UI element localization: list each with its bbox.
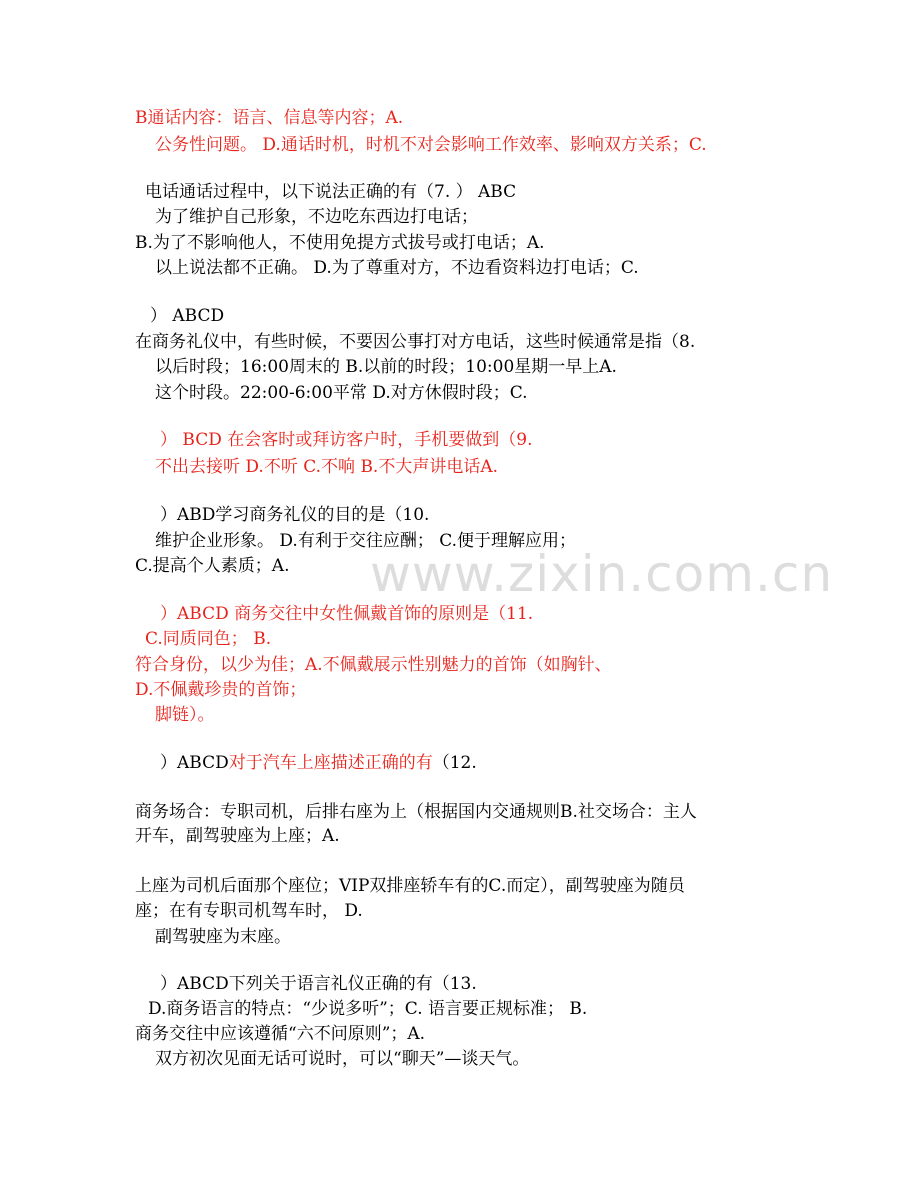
text-line: 以后时段；16:00周末的 B.以前的时段；10:00星期一早上A.: [155, 357, 617, 377]
text-segment: 对于汽车上座描述正确的有: [228, 753, 433, 773]
text-line: D.不佩戴珍贵的首饰；: [135, 680, 307, 700]
text-line: 双方初次见面无话可说时，可以“聊天”—谈天气。: [155, 1049, 530, 1069]
text-line: C.同质同色； B.: [145, 629, 272, 649]
text-line: ）ABCD 商务交往中女性佩戴首饰的原则是（11.: [160, 604, 534, 624]
watermark-text: www.zixin.com.cn: [370, 545, 834, 603]
text-line: 商务交往中应该遵循“六不问原则”；A.: [135, 1024, 426, 1044]
text-line: 电话通话过程中，以下说法正确的有（7. ） ABC: [145, 182, 517, 202]
text-line: 在商务礼仪中，有些时候，不要因公事打对方电话，这些时候通常是指（8.: [135, 332, 696, 352]
text-line: ）ABCD下列关于语言礼仪正确的有（13.: [160, 974, 477, 994]
text-line: 座；在有专职司机驾车时， D.: [135, 901, 363, 921]
text-line: ）ABD学习商务礼仪的目的是（10.: [160, 505, 430, 525]
text-line: 不出去接听 D.不听 C.不响 B.不大声讲电话A.: [155, 457, 499, 477]
text-line: 这个时段。22:00-6:00平常 D.对方休假时段；C.: [155, 383, 528, 403]
text-line: B.为了不影响他人，不使用免提方式拔号或打电话；A.: [135, 233, 545, 253]
text-line: 维护企业形象。 D.有利于交往应酬； C.便于理解应用；: [155, 531, 577, 551]
text-line-mixed: [160, 752, 477, 774]
text-line: 为了维护自己形象，不边吃东西边打电话；: [155, 207, 478, 227]
text-segment: ）ABCD: [160, 753, 229, 773]
text-segment: （12.: [432, 753, 477, 773]
text-line: B通话内容：语言、信息等内容；A.: [135, 108, 404, 128]
text-line: 公务性问题。 D.通话时机，时机不对会影响工作效率、影响双方关系；C.: [155, 135, 707, 155]
text-line: ） BCD 在会客时或拜访客户时，手机要做到（9.: [160, 430, 533, 450]
text-line: 商务场合：专职司机，后排右座为上（根据国内交通规则B.社交场合：主人: [135, 802, 697, 822]
text-line: 符合身份，以少为佳；A.不佩戴展示性别魅力的首饰（如胸针、: [135, 655, 612, 675]
text-line: C.提高个人素质；A.: [135, 556, 290, 576]
text-line: 脚链）。: [155, 705, 215, 725]
text-line: 上座为司机后面那个座位；VIP双排座轿车有的C.而定），副驾驶座为随员: [135, 876, 685, 896]
text-line: ） ABCD: [150, 306, 225, 326]
text-line: 以上说法都不正确。 D.为了尊重对方，不边看资料边打电话；C.: [155, 258, 639, 278]
text-line: D.商务语言的特点：“少说多听”；C. 语言要正规标准； B.: [148, 999, 588, 1019]
text-line: 副驾驶座为末座。: [155, 927, 291, 947]
text-line: 开车，副驾驶座为上座；A.: [135, 826, 340, 846]
